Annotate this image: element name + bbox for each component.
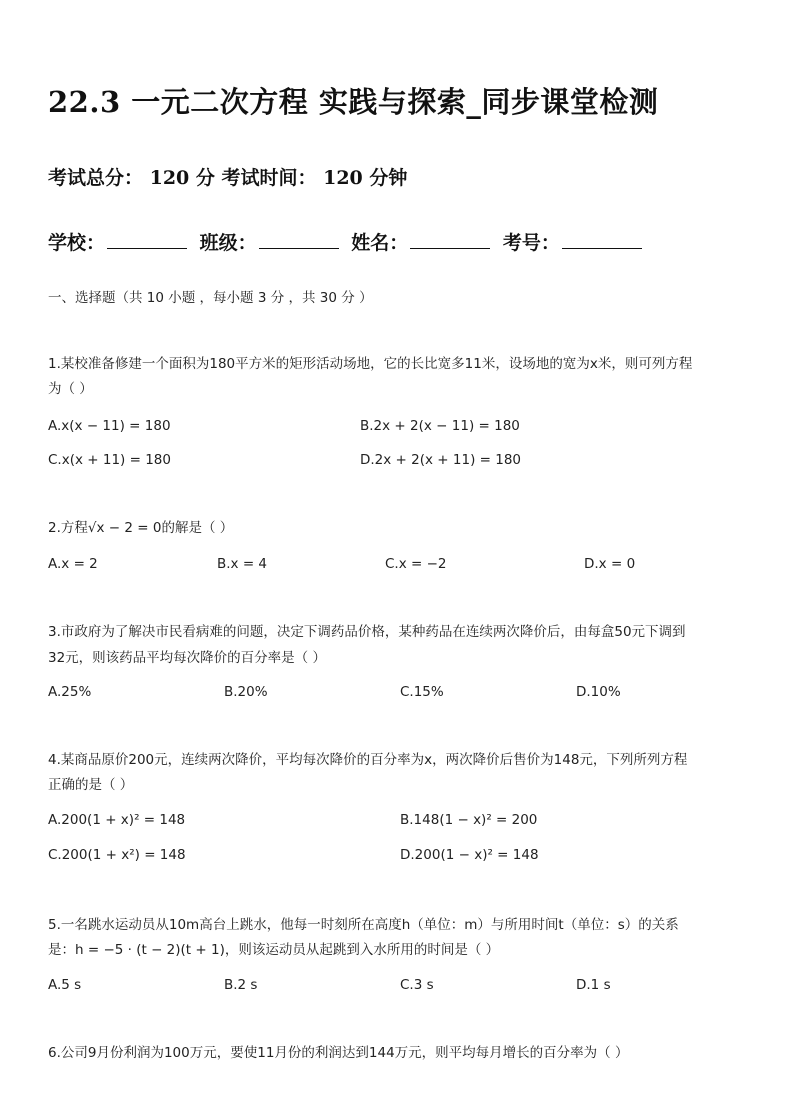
class-label: 班级： [199,232,257,254]
question-1-line-1: 1.某校准备修建一个面积为180平方米的矩形活动场地，它的长比宽多11米，设场地的宽为x米，则可列方程 [48,356,693,372]
question-5-option-a: A.5 s [48,977,82,993]
question-5-option-b: B.2 s [224,977,258,993]
question-3-option-b: B.20% [224,684,268,700]
question-1-option-c: C.x(x + 11) = 180 [48,452,171,468]
question-2-option-a: A.x = 2 [48,556,98,572]
name-blank [410,230,490,249]
question-2-option-d: D.x = 0 [584,556,636,572]
number-label: 考号： [502,232,560,254]
name-label: 姓名： [351,232,409,254]
student-info-fields [48,228,648,255]
school-label: 学校： [48,232,106,254]
question-5-line-2: 是：h = −5 · (t − 2)(t + 1)，则该运动员从起跳到入水所用的时间是（ ） [48,942,500,958]
question-5-option-d: D.1 s [576,977,611,993]
section-heading: 一、选择题（共 10 小题 ，每小题 3 分 ，共 30 分 ） [48,290,373,306]
question-1-option-d: D.2x + 2(x + 11) = 180 [360,452,522,468]
exam-info: 考试总分： 120 分 考试时间： 120 分钟 [48,167,408,189]
question-4-line-2: 正确的是（ ） [48,777,134,793]
question-5-line-1: 5.一名跳水运动员从10m高台上跳水，他每一时刻所在高度h（单位：m）与所用时间t（单位：s）的关系 [48,917,679,933]
question-1-option-b: B.2x + 2(x − 11) = 180 [360,418,520,434]
question-5-option-c: C.3 s [400,977,434,993]
question-2-line-1: 2.方程√x − 2 = 0的解是（ ） [48,520,234,536]
question-4-line-1: 4.某商品原价200元，连续两次降价，平均每次降价的百分率为x，两次降价后售价为148元，下列所列方程 [48,752,688,768]
question-3-option-a: A.25% [48,684,92,700]
question-1-option-a: A.x(x − 11) = 180 [48,418,171,434]
question-3-line-1: 3.市政府为了解决市民看病难的问题，决定下调药品价格，某种药品在连续两次降价后，由每盒50元下调到 [48,624,686,640]
page-title: 22.3 一元二次方程 实践与探索_同步课堂检测 [48,85,659,119]
question-4-option-a: A.200(1 + x)² = 148 [48,812,186,828]
school-blank [107,230,187,249]
question-3-option-c: C.15% [400,684,444,700]
question-2-option-c: C.x = −2 [385,556,447,572]
question-3-option-d: D.10% [576,684,621,700]
question-1-line-2: 为（ ） [48,381,93,397]
class-blank [259,230,339,249]
number-blank [562,230,642,249]
question-4-option-c: C.200(1 + x²) = 148 [48,847,186,863]
question-3-line-2: 32元，则该药品平均每次降价的百分率是（ ） [48,650,326,666]
question-4-option-d: D.200(1 − x)² = 148 [400,847,539,863]
question-4-option-b: B.148(1 − x)² = 200 [400,812,538,828]
question-2-option-b: B.x = 4 [217,556,268,572]
question-6-line-1: 6.公司9月份利润为100万元，要使11月份的利润达到144万元，则平均每月增长的百分率为（ ） [48,1045,629,1061]
